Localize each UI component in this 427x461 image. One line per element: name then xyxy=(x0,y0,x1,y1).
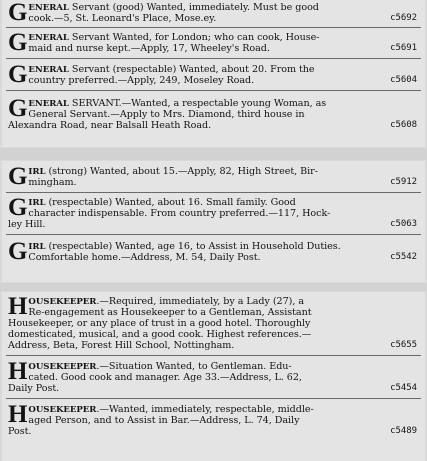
ad-text: Re-engagement as Housekeeper to a Gentleman, Assistant xyxy=(28,307,312,318)
ad-heading: OUSEKEEPER xyxy=(28,405,97,415)
ad-text: (strong) Wanted, about 15.—Apply, 82, High Street, Bir- xyxy=(45,166,318,177)
drop-cap: G xyxy=(8,197,28,221)
ad-reference: c5912 xyxy=(390,177,417,187)
ad-text: maid and nurse kept.—Apply, 17, Wheeley's Road. xyxy=(28,43,270,54)
divider xyxy=(6,58,421,59)
ad-heading: IRL xyxy=(28,198,46,208)
ad-reference: c5542 xyxy=(390,252,417,262)
ad-text: Servant (good) Wanted, immediately. Must be good xyxy=(68,2,319,13)
ad-heading: OUSEKEEPER xyxy=(28,297,97,307)
ad-general-2 xyxy=(2,32,425,54)
drop-cap: G xyxy=(8,241,28,263)
ad-housekeeper-1 xyxy=(2,296,425,351)
ad-text: Daily Post. xyxy=(8,383,60,394)
ad-heading: IRL xyxy=(28,242,46,252)
ad-girl-2 xyxy=(2,197,425,230)
divider xyxy=(6,27,421,28)
drop-cap: H xyxy=(8,361,28,385)
drop-cap: G xyxy=(8,2,28,24)
ad-text: country preferred.—Apply, 249, Moseley Road. xyxy=(28,75,255,86)
divider xyxy=(6,192,421,193)
drop-cap: G xyxy=(8,32,28,54)
ad-girl-3 xyxy=(2,241,425,263)
ad-text: .—Wanted, immediately, respectable, middle- xyxy=(96,404,314,415)
ad-reference: c5604 xyxy=(390,75,417,85)
ad-heading: ENERAL xyxy=(28,33,69,43)
ad-text: Comfortable home.—Address, M. 54, Daily Post. xyxy=(28,252,261,263)
ad-heading: ENERAL xyxy=(28,99,69,109)
drop-cap: G xyxy=(8,166,28,188)
ad-general-3 xyxy=(2,64,425,86)
divider xyxy=(6,90,421,91)
ad-text: Housekeeper, or any place of trust in a good hotel. Thoroughly xyxy=(8,318,311,329)
ad-text: Servant Wanted, for London; who can cook, House- xyxy=(68,32,320,43)
ad-text: aged Person, and to Assist in Bar.—Address, L. 74, Daily xyxy=(28,415,300,426)
ad-text: (respectable) Wanted, age 16, to Assist in Household Duties. xyxy=(45,241,341,252)
ad-reference: c5063 xyxy=(390,219,417,229)
ad-text: Post. xyxy=(8,426,32,437)
ad-text: ley Hill. xyxy=(8,219,46,230)
general-servant-column xyxy=(2,0,425,147)
ad-girl-1 xyxy=(2,166,425,188)
ad-heading: IRL xyxy=(28,167,46,177)
ad-heading: ENERAL xyxy=(28,65,69,75)
ad-reference: c5655 xyxy=(390,340,417,350)
ad-text: SERVANT.—Wanted, a respectable young Woman, as xyxy=(68,98,327,109)
ad-general-4 xyxy=(2,98,425,131)
ad-heading: ENERAL xyxy=(28,3,69,13)
ad-reference: c5608 xyxy=(390,120,417,130)
ad-text: (respectable) Wanted, about 16. Small family. Good xyxy=(45,197,296,208)
divider xyxy=(6,355,421,356)
ad-text: character indispensable. From country preferred.—117, Hock- xyxy=(28,208,331,219)
housekeeper-column xyxy=(2,292,425,461)
ad-text: cook.—5, St. Leonard's Place, Mose.ey. xyxy=(28,13,217,24)
ad-text: Servant (respectable) Wanted, about 20. From the xyxy=(68,64,315,75)
ad-reference: c5454 xyxy=(390,383,417,393)
ad-text: domesticated, musical, and a good cook. Highest references.— xyxy=(8,329,312,340)
drop-cap: H xyxy=(8,404,28,428)
ad-text: .—Situation Wanted, to Gentleman. Edu- xyxy=(96,361,292,372)
column-gap xyxy=(0,148,427,160)
ad-text: Alexandra Road, near Balsall Heath Road. xyxy=(8,120,212,131)
divider xyxy=(6,234,421,235)
ad-text: .—Required, immediately, by a Lady (27), a xyxy=(96,296,305,307)
drop-cap: H xyxy=(8,296,28,320)
ad-housekeeper-3 xyxy=(2,404,425,437)
ad-reference: c5489 xyxy=(390,426,417,436)
ad-text: Address, Beta, Forest Hill School, Nottingham. xyxy=(8,340,235,351)
ad-reference: c5691 xyxy=(390,43,417,53)
ad-general-1 xyxy=(2,2,425,24)
drop-cap: G xyxy=(8,98,28,122)
ad-housekeeper-2 xyxy=(2,361,425,394)
divider xyxy=(6,398,421,399)
drop-cap: G xyxy=(8,64,28,86)
girl-column xyxy=(2,161,425,282)
ad-text: General Servant.—Apply to Mrs. Diamond, third house in xyxy=(28,109,305,120)
ad-reference: c5692 xyxy=(390,13,417,23)
column-gap xyxy=(0,283,427,291)
ad-heading: OUSEKEEPER xyxy=(28,362,97,372)
ad-text: cated. Good cook and manager. Age 33.—Address, L. 62, xyxy=(28,372,302,383)
ad-text: mingham. xyxy=(28,177,77,188)
